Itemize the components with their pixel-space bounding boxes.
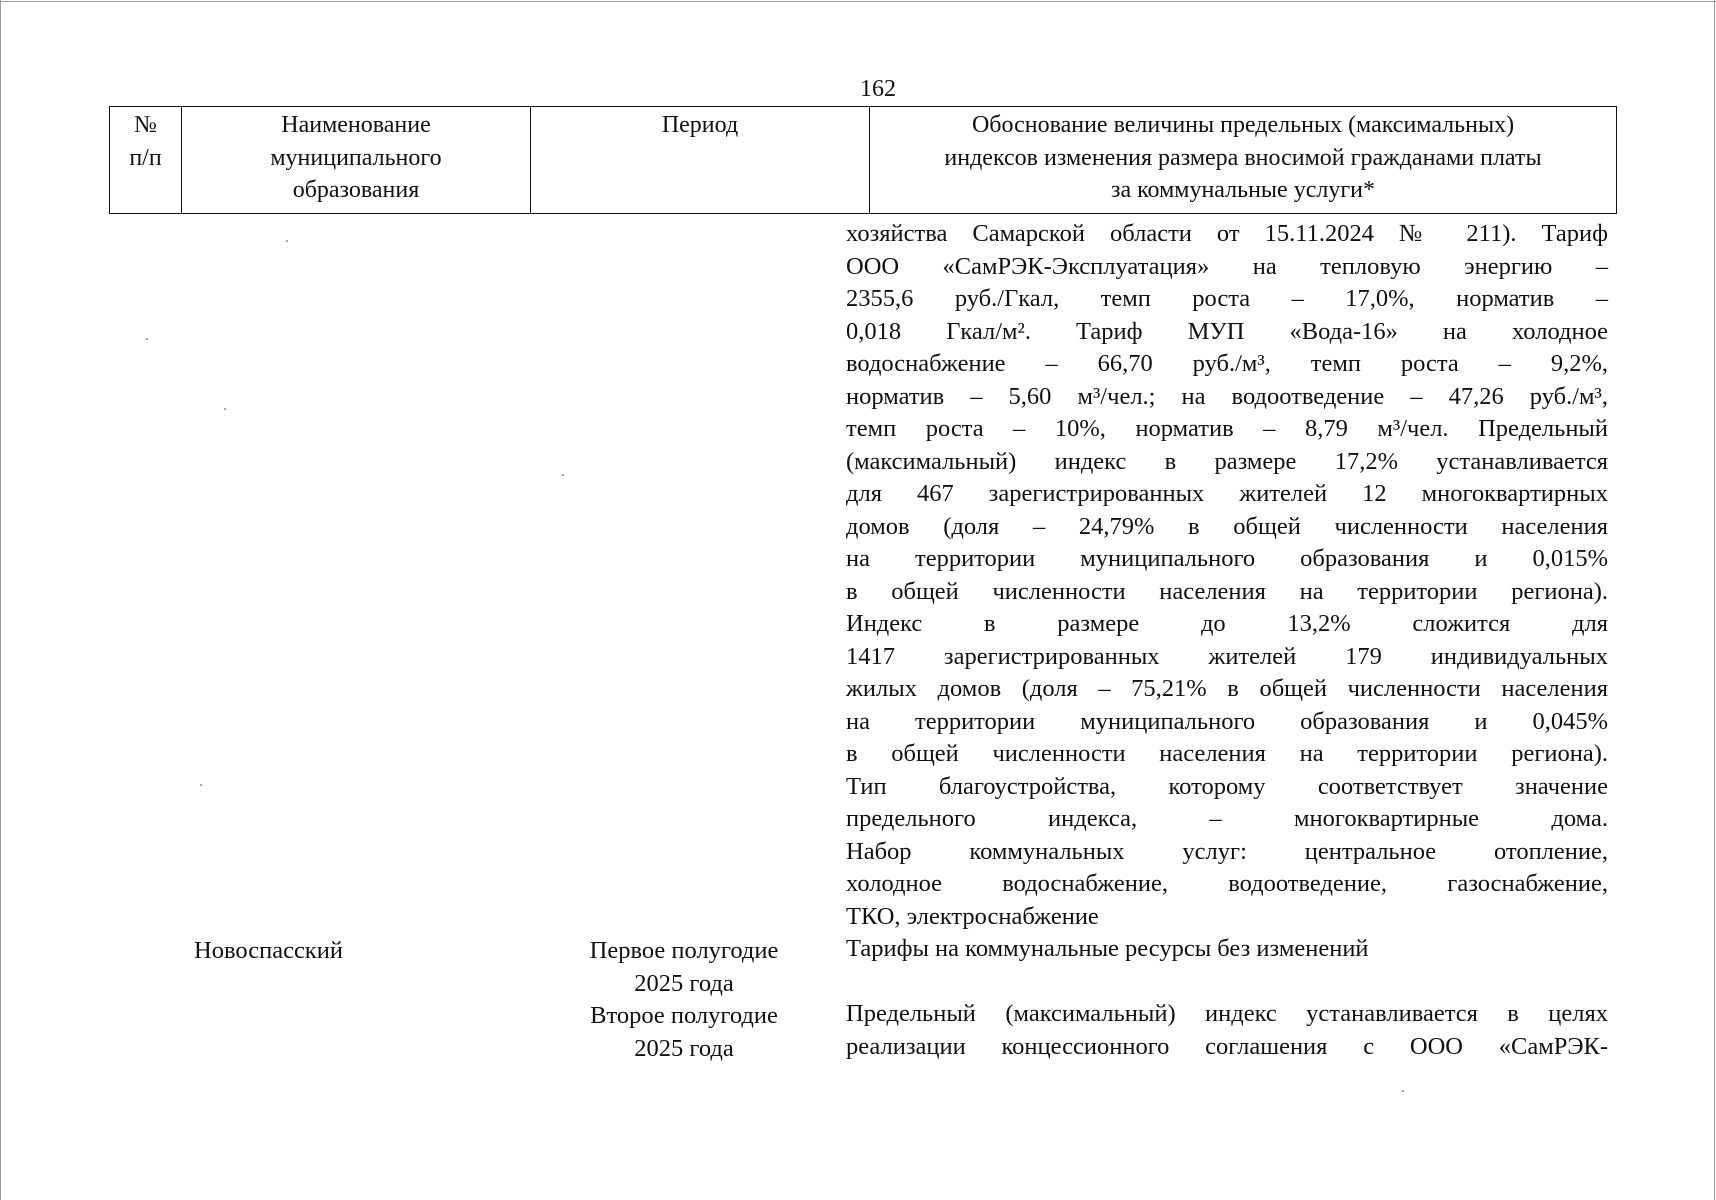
justification-line: Тип благоустройства, которому соответствует значение [846,772,1608,800]
scan-speck [224,408,226,410]
justification-line: (максимальный) индекс в размере 17,2% устанавливается [846,447,1608,475]
header-justification-column [870,107,1616,213]
header-number-column [110,107,182,213]
header-text: п/п [129,144,162,171]
scan-speck [200,784,202,786]
period-text: Первое полугодие [589,937,779,964]
scan-left-edge [0,0,1,1200]
justification-line: жилых домов (доля – 75,21% в общей численности населения [846,675,1608,702]
header-text: индексов изменения размера вносимой гражданами платы [944,144,1542,171]
justification-line: ООО «СамРЭК-Эксплуатация» на тепловую энергию – [846,252,1608,280]
justification-line: в общей численности населения на территории региона). [846,740,1608,767]
header-text: образования [292,177,420,203]
justification-line: хозяйства Самарской области от 15.11.2024 № 211). Тариф [846,220,1608,247]
justification-line: в общей численности населения на территории региона). [846,577,1608,605]
justification-line: на территории муниципального образования и 0,015% [846,545,1608,572]
justification-line: 1417 зарегистрированных жителей 179 индивидуальных [846,642,1608,670]
header-text: Наименование [281,112,431,138]
continuation-paragraph [846,218,1608,933]
header-period-column [531,107,870,213]
page-number: 162 [860,76,896,102]
header-text: муниципального [270,144,442,171]
header-text: № [134,112,157,138]
justification-line: 0,018 Гкал/м². Тариф МУП «Вода-16» на холодное [846,317,1608,345]
justification-line: домов (доля – 24,79% в общей численности населения [846,512,1608,540]
justification-line: ТКО, электроснабжение [846,902,1099,930]
period-text: Второе полугодие [590,1002,778,1029]
period-text: 2025 года [634,1034,734,1062]
header-text: за коммунальные услуги* [1110,177,1376,203]
scan-speck [146,338,148,340]
scan-right-edge [1714,0,1715,1200]
table-header [109,106,1617,214]
justification-line: на территории муниципального образования и 0,045% [846,707,1608,735]
header-municipality-column [182,107,531,213]
scan-speck [1402,1090,1404,1092]
scan-speck [562,474,564,476]
justification-line: для 467 зарегистрированных жителей 12 многоквартирных [846,480,1608,507]
justification-line: водоснабжение – 66,70 руб./м³, темп роста – 9,2%, [846,350,1608,377]
justification-line: предельного индекса, – многоквартирные дома. [846,805,1608,832]
header-text: Обоснование величины предельных (максимальных) [971,112,1515,138]
justification-line: темп роста – 10%, норматив – 8,79 м³/чел. Предельный [846,415,1608,442]
municipality-name: Новоспасский [194,937,343,964]
period-text: 2025 года [634,969,734,997]
justification-line: Предельный (максимальный) индекс устанавливается в целях [846,1000,1608,1027]
period-first-half [534,935,834,1000]
period-column [534,935,834,1065]
scan-speck [286,240,288,242]
justification-line: Набор коммунальных услуг: центральное отопление, [846,837,1608,865]
justification-line: норматив – 5,60 м³/чел.; на водоотведение – 47,26 руб./м³, [846,382,1608,410]
justification-no-change: Тарифы на коммунальные ресурсы без изменений [846,935,1369,962]
justification-column [846,218,1608,1063]
justification-line: реализации концессионного соглашения с ООО «СамРЭК- [846,1032,1608,1060]
header-text: Период [661,112,739,138]
scan-top-edge [0,1,1716,2]
justification-line: Индекс в размере до 13,2% сложится для [846,610,1608,637]
period-second-half [534,1000,834,1065]
justification-line: холодное водоснабжение, водоотведение, газоснабжение, [846,870,1608,897]
justification-line: 2355,6 руб./Гкал, темп роста – 17,0%, норматив – [846,285,1608,312]
